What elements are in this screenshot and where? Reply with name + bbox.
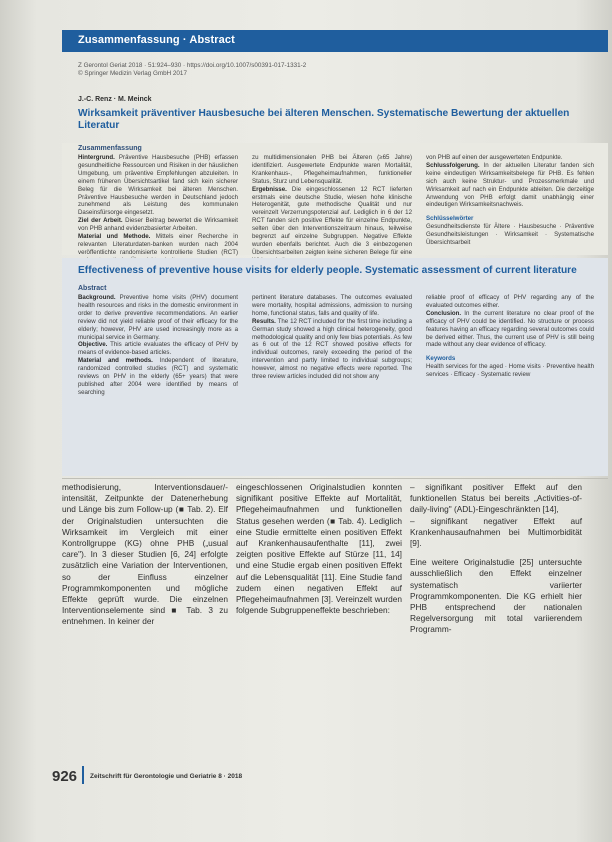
body-list-item: – signifikant positiver Effekt auf den funktionellen Status bei bereits „Activities-of-daily-living" (ADL)-Eingeschränkten [14], xyxy=(410,482,582,515)
zusammenfassung-heading: Zusammenfassung xyxy=(78,145,142,152)
zusammenfassung-col-1 xyxy=(78,154,238,254)
zf-paragraph: von PHB auf einen der ausgewerteten Endpunkte. xyxy=(426,154,563,161)
ab-paragraph: Results. The 12 RCT included for the first time including a German study showed a high clinical heterogeneity, good methodological quality and only few bias potentials. As few as 6 out of the 12 RCT showed positive effects for individual outcomes, rarely exceeding the period of the intervention and partly limited to individual subgroups; however, almost no negative effects were reported. The three review articles included did not show any xyxy=(252,317,412,381)
keywords-heading-en: Keywords xyxy=(426,355,456,363)
page-number: 926 xyxy=(52,768,78,785)
ab-paragraph: Background. Preventive home visits (PHV) document health resources and risks in the domestic environment in order to derive preventive recommendations. An earlier review did not yield reliable proof of their efficacy for the elderly; however, PHV are used increasingly more as a municipal service in Germany. xyxy=(78,294,238,341)
zf-paragraph: Ziel der Arbeit. Dieser Beitrag bewertet die Wirksamkeit von PHB anhand evidenzbasierter Arbeiten. xyxy=(78,217,238,233)
copyright-line: © Springer Medizin Verlag GmbH 2017 xyxy=(78,70,187,77)
authors: J.-C. Renz · M. Meinck xyxy=(78,96,152,103)
footer-divider xyxy=(82,766,84,784)
keywords-en: Health services for the aged · Home visits · Preventive health services · Efficacy · Systematic review xyxy=(426,363,594,379)
citation-line[interactable]: Z Gerontol Geriat 2018 · 51:924–930 · https://doi.org/10.1007/s00391-017-1331-2 xyxy=(78,62,307,69)
abstract-col-3 xyxy=(426,294,594,470)
body-paragraph: methodisierung, Interventionsdauer/-intensität, Zeitpunkte der Datenerhebung und Länge bis zum Follow-up (■ Tab. 2). Elf der Originalstudien untersuchten die Wirksamkeit im Vergleich mit einer Kontrollgruppe (KG) ohne PHB („usual care"). In 3 dieser Studien [6, 24] erfolgte zusätzlich eine Variation der Interventionen, so der Einfluss einzelner Programmkomponenten und mögliche Effekte geprüft wurde. Die einzelnen Interventionselemente sind ■ Tab. 3 zu entnehmen. In keiner der xyxy=(62,482,228,627)
body-col-1 xyxy=(62,482,228,756)
abstract-heading: Abstract xyxy=(78,285,107,292)
abstract-col-1 xyxy=(78,294,238,470)
ab-paragraph: Material and methods. Independent of literature, randomized controlled studies (RCT) and systematic reviews on PHV in the elderly (65+ years) that were published after 2004 were identified by means of searching xyxy=(78,357,238,396)
banner-title: Zusammenfassung · Abstract xyxy=(78,34,235,46)
ab-paragraph: reliable proof of efficacy of PHV regarding any of the evaluated outcomes either. xyxy=(426,294,594,309)
body-col-3 xyxy=(410,482,582,756)
zf-paragraph: Ergebnisse. Die eingeschlossenen 12 RCT lieferten erstmals eine deutsche Studie, wiesen hohe klinische Heterogenität, gute methodische Qualität und nur vereinzelt Verzerrungspotenzial auf. Lediglich in 6 der 12 RCT fanden sich positive Effekte für einzelne Endpunkte, selten über den Interventionszeitraum hinaus, teilweise begrenzt auf einzelne Subgruppen. Negative Effekte wurden ebenfalls berichtet. Auch die 3 einbezogenen Übersichtsarbeiten zeigten keine sicheren Belege für eine xyxy=(252,185,412,256)
title-english: Effectiveness of preventive house visits for elderly people. Systematic assessment of current literature xyxy=(78,265,577,276)
zf-paragraph: Hintergrund. Präventive Hausbesuche (PHB) erfassen gesundheitliche Ressourcen und Risiken in der häuslichen Umgebung, um präventive Empfehlungen abzuleiten. In einem früheren Übersichtsartikel fand sich kein sicherer Beleg für die Wirksamkeit bei älteren Menschen. Präventive Hausbesuche werden in Deutschland jedoch zunehmend als Leistung des kommunalen Daseinsfürsorge eingesetzt. xyxy=(78,154,238,217)
body-paragraph: eingeschlossenen Originalstudien konnten signifikant positive Effekte auf Mortalität, Pflegeheimaufnahmen und funktionellen Status gesehen werden (■ Tab. 4). Lediglich eine Studie ermittelte einen positiven Effekt auf Krankenhausaufenthalte [11], zwei zeigten positive Effekte auf Stürze [11, 14] und eine Studie ergab einen positiven Effekt auf die Lebensqualität [11]. Eine Studie fand zudem einen negativen Effekt auf Pflegeheimaufnahmen [3]. Vereinzelt wurden folgende Subgruppeneffekte beschrieben: xyxy=(236,482,402,616)
journal-name: Zeitschrift für Gerontologie und Geriatrie 8 · 2018 xyxy=(90,773,243,780)
ab-paragraph: pertinent literature databases. The outcomes evaluated were mortality, hospital admissions, admission to nursing home, functional status, falls and quality of life. xyxy=(252,294,412,317)
article-metadata xyxy=(78,62,478,78)
zf-paragraph: Material und Methode. Mittels einer Recherche in relevanten Literaturdaten-banken wurden nach 2004 veröffentlichte randomisierte kontrollierte Studien (RCT) xyxy=(78,233,238,256)
zusammenfassung-col-3 xyxy=(426,154,594,254)
body-paragraph: Eine weitere Originalstudie [25] untersuchte ausschließlich den Effekt einzelner systematisch variierter Programmkomponenten. Die KG erhielt hier PHB entsprechend der nationalen Regelversorgung mit total variierendem Programm- xyxy=(410,557,582,635)
ab-paragraph: Conclusion. In the current literature no clear proof of the efficacy of PHV could be identified. No structure or process features having an efficacy regarding several outcomes could be derived either. Thus, the current use of PHV is still being made without any clear evidence of efficacy. xyxy=(426,309,594,349)
body-col-2 xyxy=(236,482,402,756)
zf-paragraph: Schlussfolgerung. In der aktuellen Literatur fanden sich keine eindeutigen Wirksamkeitsbelege für PHB. Es fehlen sich auch keine Struktur- und Prozessmerkmale und Wirksamkeit auf nach ein Endpunkte ableiten. Die derzeitige Anwendung von PHB erfolgt damit unabhängig einer eindeutigen Wirksamkeitsnachweis. xyxy=(426,161,594,209)
ab-paragraph: Objective. This article evaluates the efficacy of PHV by means of evidence-based articles. xyxy=(78,341,238,357)
zusammenfassung-col-2 xyxy=(252,154,412,254)
abstract-col-2 xyxy=(252,294,412,470)
title-german: Wirksamkeit präventiver Hausbesuche bei älteren Menschen. Systematische Bewertung der aktuellen Literatur xyxy=(78,108,570,131)
section-divider xyxy=(62,478,608,479)
keywords-heading-de: Schlüsselwörter xyxy=(426,215,474,223)
zf-paragraph: zu multidimensionalen PHB bei Älteren (≥65 Jahre) identifiziert. Ausgewertete Endpunkte waren Mortalität, Krankenhaus-, Pflegeheimaufnahmen, funktioneller Status, Sturz und Lebensqualität. xyxy=(252,154,412,185)
keywords-de: Gesundheitsdienste für Ältere · Hausbesuche · Präventive Gesundheitsleistungen · Wirksamkeit · Systematische Übersichtsarbeit xyxy=(426,223,594,247)
body-list-item: – signifikant negativer Effekt auf Krankenhausaufnahmen bei Multimorbidität [9]. xyxy=(410,515,582,549)
